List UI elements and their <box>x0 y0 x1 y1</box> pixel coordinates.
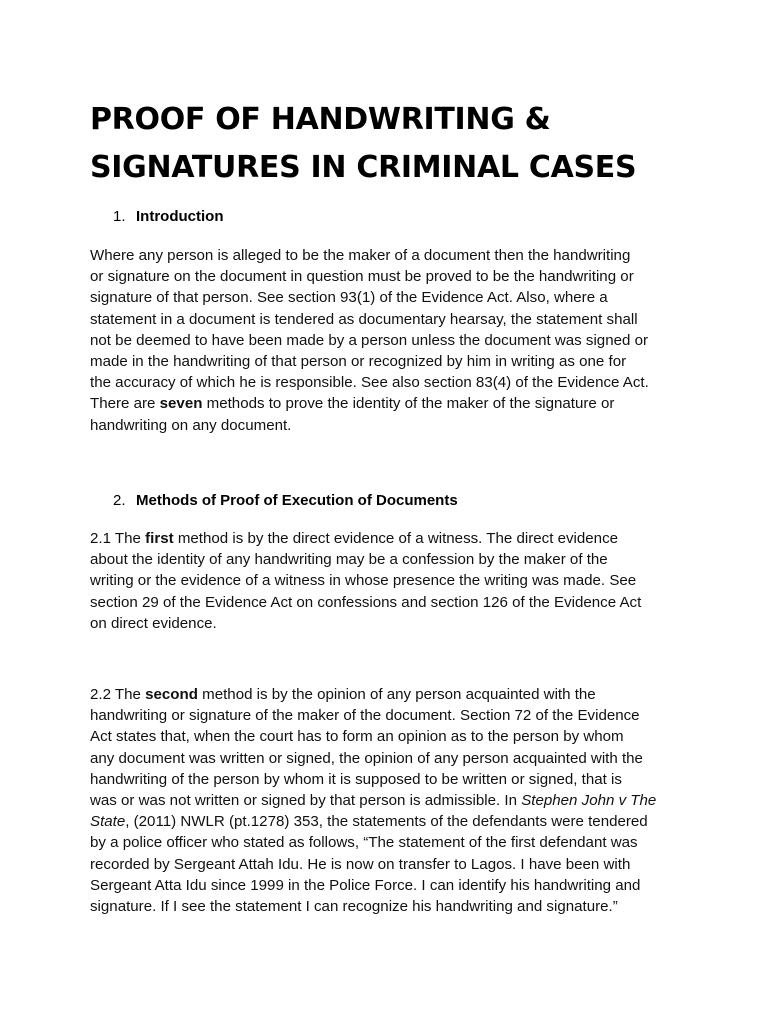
emphasis-second: second <box>145 686 198 703</box>
intro-line: not be deemed to have been made by a person unless the document was signed or <box>90 331 648 349</box>
p22-line <box>90 790 690 811</box>
emphasis-first: first <box>145 530 174 547</box>
p22-text: was or was not written or signed by that person is admissible. In <box>90 792 522 810</box>
p21-line: writing or the evidence of a witness in whose presence the writing was made. See <box>90 572 637 590</box>
intro-line: or signature on the document in question must be proved to be the handwriting or <box>90 268 634 286</box>
p21-text: 2.1 The <box>90 530 146 547</box>
emphasis-seven: seven <box>159 395 203 413</box>
p22-line: handwriting or signature of the maker of the document. Section 72 of the Evidence <box>90 707 640 725</box>
title-line-2: SIGNATURES IN CRIMINAL CASES <box>90 150 637 185</box>
intro-line: Where any person is alleged to be the maker of a document then the handwriting <box>90 247 631 264</box>
intro-line <box>90 393 690 414</box>
section-2-heading <box>113 490 458 511</box>
p21-line <box>90 528 690 549</box>
intro-paragraph <box>90 245 690 436</box>
p22-text: , (2011) NWLR (pt.1278) 353, the statements of the defendants were tendered <box>125 813 648 831</box>
intro-text: methods to prove the identity of the maker of the signature or <box>202 395 615 413</box>
p21-line: on direct evidence. <box>90 614 217 632</box>
intro-line: statement in a document is tendered as documentary hearsay, the statement shall <box>90 310 638 328</box>
p22-line: Act states that, when the court has to form an opinion as to the person by whom <box>90 728 624 746</box>
intro-text: There are <box>90 395 160 413</box>
p22-text: method is by the opinion of any person acquainted with the <box>197 686 596 703</box>
p21-line: about the identity of any handwriting may be a confession by the maker of the <box>90 551 608 569</box>
p22-line: any document was written or signed, the opinion of any person acquainted with the <box>90 749 643 767</box>
section-2-heading-text: Methods of Proof of Execution of Documents <box>136 492 458 509</box>
intro-line: made in the handwriting of that person or recognized by him in writing as one for <box>90 353 627 371</box>
p21-text: method is by the direct evidence of a witness. The direct evidence <box>173 530 619 547</box>
section-2-number: 2. <box>113 492 126 509</box>
p22-line <box>90 684 690 705</box>
p22-line <box>90 811 690 832</box>
section-1-heading-text: Introduction <box>136 208 224 225</box>
p22-line: Sergeant Atta Idu since 1999 in the Police Force. I can identify his handwriting and <box>90 876 641 894</box>
section-1-heading <box>113 206 223 227</box>
p22-line: signature. If I see the statement I can recognize his handwriting and signature.” <box>90 898 618 916</box>
p22-line: by a police officer who stated as follows, “The statement of the first defendant was <box>90 834 638 852</box>
title-line-1: PROOF OF HANDWRITING & <box>90 102 551 137</box>
p22-text: 2.2 The <box>90 686 146 703</box>
case-name-italic: State <box>90 813 126 831</box>
p21-line: section 29 of the Evidence Act on confessions and section 126 of the Evidence Act <box>90 593 642 611</box>
intro-line: signature of that person. See section 93(1) of the Evidence Act. Also, where a <box>90 289 608 307</box>
section-1-number: 1. <box>113 208 126 225</box>
document-title <box>90 96 690 192</box>
intro-line: the accuracy of which he is responsible. See also section 83(4) of the Evidence Act. <box>90 374 649 392</box>
p22-line: handwriting of the person by whom it is supposed to be written or signed, that is <box>90 770 622 788</box>
paragraph-2-2 <box>90 684 690 917</box>
paragraph-2-1 <box>90 528 690 634</box>
case-name-italic: Stephen John v The <box>521 792 657 810</box>
intro-line: handwriting on any document. <box>90 416 292 434</box>
p22-line: recorded by Sergeant Attah Idu. He is now on transfer to Lagos. I have been with <box>90 855 631 873</box>
